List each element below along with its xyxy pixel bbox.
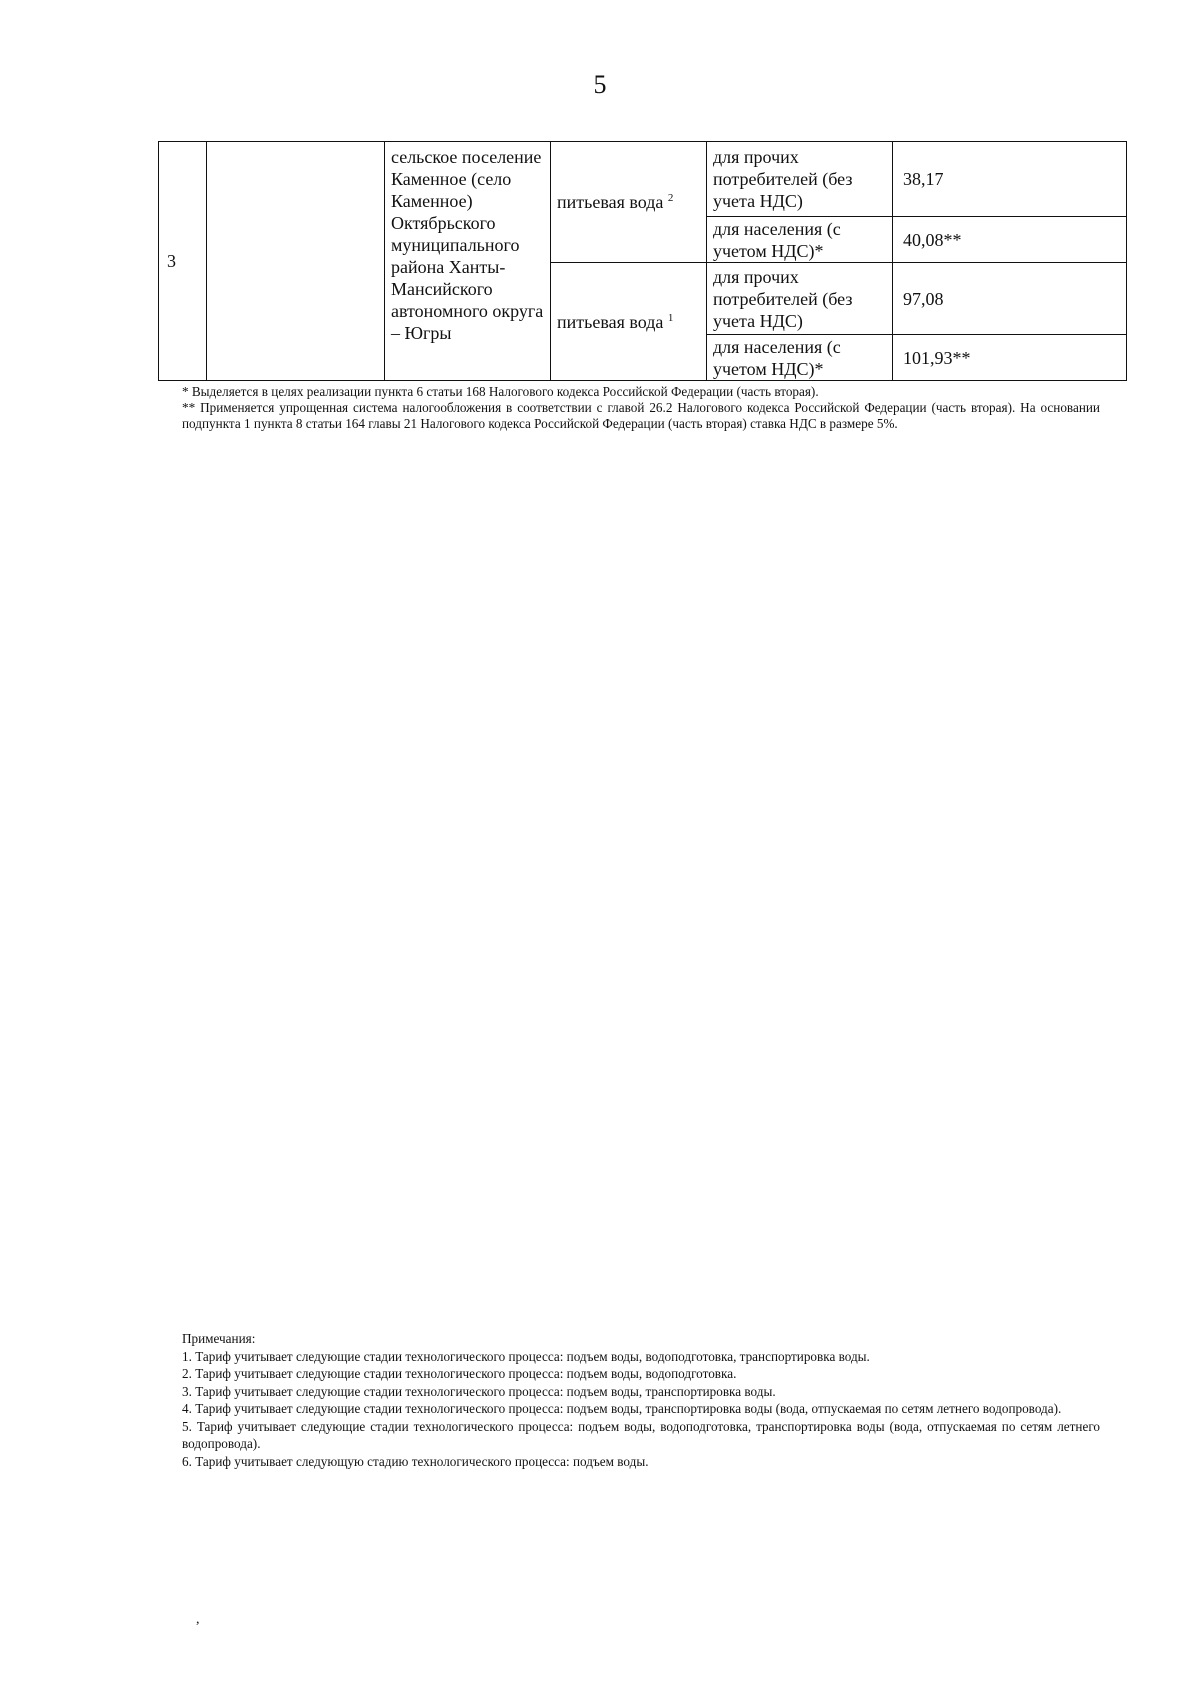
settlement-cell: сельское поселение Каменное (село Каменное) Октябрьского муниципального района Ханты-Мансийского автономного округа – Югры (385, 142, 551, 381)
footnotes (182, 384, 1100, 432)
table-row (159, 142, 1127, 217)
note-item: 4. Тариф учитывает следующие стадии технологического процесса: подъем воды, транспортировка воды (вода, отпускаемая по сетям летнего водопровода). (182, 1401, 1062, 1416)
page-number: 5 (593, 70, 607, 99)
category-cell: для населения (с учетом НДС)* (707, 335, 893, 381)
service-footnote-ref: 2 (667, 192, 674, 204)
tariff-table (158, 141, 1127, 381)
service-label: питьевая вода (557, 311, 664, 332)
empty-cell (207, 142, 385, 381)
service-footnote-ref: 1 (667, 311, 674, 324)
service-cell (551, 142, 707, 263)
row-number-cell: 3 (159, 142, 207, 381)
category-cell: для населения (с учетом НДС)* (707, 217, 893, 263)
tariff-value-cell: 97,08 (893, 263, 1127, 335)
note-item: 1. Тариф учитывает следующие стадии технологического процесса: подъем воды, водоподготовка, транспортировка воды. (182, 1348, 870, 1364)
service-label: питьевая вода (557, 192, 664, 212)
stray-mark: , (196, 1612, 200, 1627)
service-cell (551, 263, 707, 381)
category-cell: для прочих потребителей (без учета НДС) (707, 142, 893, 217)
note-item: 3. Тариф учитывает следующие стадии технологического процесса: подъем воды, транспортировка воды. (182, 1383, 776, 1399)
note-item: 5. Тариф учитывает следующие стадии технологического процесса: подъем воды, водоподготовка, транспортировка воды (вода, отпускаемая по сетям летнего водопровода). (182, 1418, 1100, 1451)
footnote: * Выделяется в целях реализации пункта 6 статьи 168 Налогового кодекса Российской Федерации (часть вторая). (182, 384, 819, 399)
footnote: ** Применяется упрощенная система налогообложения в соответствии с главой 26.2 Налогового кодекса Российской Федерации (часть вторая). На основании подпункта 1 пункта 8 статьи 164 главы 21 Налогового кодекса Российской Федерации (часть вторая) ставка НДС в размере 5%. (182, 400, 1100, 431)
note-item: 6. Тариф учитывает следующую стадию технологического процесса: подъем воды. (182, 1453, 649, 1469)
note-item: 2. Тариф учитывает следующие стадии технологического процесса: подъем воды, водоподготовка. (182, 1366, 737, 1381)
notes-title: Примечания: (182, 1331, 256, 1346)
category-cell: для прочих потребителей (без учета НДС) (707, 263, 893, 335)
notes-section (182, 1330, 1100, 1470)
tariff-value-cell: 40,08** (893, 217, 1127, 263)
tariff-value-cell: 38,17 (893, 142, 1127, 217)
tariff-value-cell: 101,93** (893, 335, 1127, 381)
